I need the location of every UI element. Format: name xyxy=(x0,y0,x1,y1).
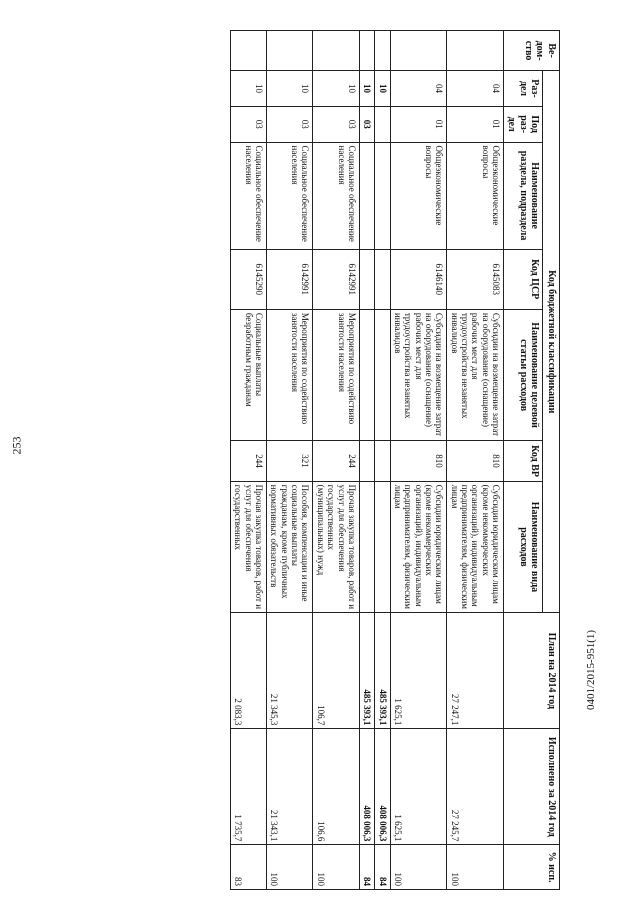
cell-vedom xyxy=(447,31,504,71)
cell-vr xyxy=(375,441,390,481)
cell-vr: 321 xyxy=(267,441,313,481)
cell-podrazdel: 01 xyxy=(390,106,447,142)
cell-plan: 485 393,1 xyxy=(375,613,390,729)
cell-razdel: 10 xyxy=(313,71,359,107)
cell-vr: 810 xyxy=(390,441,447,481)
cell-naim-razdela xyxy=(375,142,390,249)
header-naim-csr: Наименование целевой статьи расходов xyxy=(504,309,544,441)
cell-vedom xyxy=(313,31,359,71)
cell-naim-vr: Прочая закупка товаров, работ и услуг для обеспечения государственных xyxy=(231,481,267,613)
cell-vr xyxy=(359,441,374,481)
table-row xyxy=(313,31,359,890)
cell-vedom xyxy=(375,31,390,71)
cell-naim-razdela: Общеэкономические вопросы xyxy=(390,142,447,249)
cell-razdel: 04 xyxy=(447,71,504,107)
table-row xyxy=(231,31,267,890)
budget-table-sheet xyxy=(40,30,560,890)
cell-csr: 6142991 xyxy=(267,249,313,309)
cell-percent: 100 xyxy=(313,845,359,890)
cell-naim-razdela xyxy=(359,142,374,249)
cell-ispolneno: 408 006,3 xyxy=(359,729,374,845)
cell-ispolneno: 21 343,1 xyxy=(267,729,313,845)
table-row xyxy=(267,31,313,890)
cell-naim-csr: Мероприятия по содействию занятости населения xyxy=(267,309,313,441)
cell-podrazdel: 03 xyxy=(231,106,267,142)
header-percent: % исп. xyxy=(504,845,560,890)
cell-percent: 100 xyxy=(267,845,313,890)
cell-naim-csr: Мероприятия по содействию занятости населения xyxy=(313,309,359,441)
cell-vedom xyxy=(231,31,267,71)
table-row xyxy=(359,31,374,890)
cell-podrazdel xyxy=(375,106,390,142)
cell-naim-vr: Прочая закупка товаров, работ и услуг для обеспечения государственных (муниципальных) нужд xyxy=(313,481,359,613)
header-kod-vr: Код ВР xyxy=(504,441,544,481)
header-ispolneno: Исполнено за 2014 год xyxy=(504,729,560,845)
budget-table xyxy=(230,30,560,890)
cell-naim-csr xyxy=(359,309,374,441)
cell-percent: 83 xyxy=(231,845,267,890)
cell-podrazdel: 01 xyxy=(447,106,504,142)
cell-podrazdel: 03 xyxy=(313,106,359,142)
cell-naim-vr xyxy=(359,481,374,613)
cell-naim-csr: Субсидии на возмещение затрат на оборудование (оснащение) рабочих мест для трудоустройства незанятых инвалидов xyxy=(447,309,504,441)
header-naim-vr: Наименование вида расходов xyxy=(504,481,544,613)
cell-razdel: 10 xyxy=(359,71,374,107)
cell-plan: 106,7 xyxy=(313,613,359,729)
cell-naim-csr: Социальные выплаты безработным гражданам xyxy=(231,309,267,441)
cell-naim-vr: Субсидии юридическим лицам (кроме некоммерческих организаций), индивидуальным предпринимателям, физическим лицам xyxy=(447,481,504,613)
cell-razdel: 10 xyxy=(375,71,390,107)
cell-plan: 21 345,3 xyxy=(267,613,313,729)
cell-vedom xyxy=(390,31,447,71)
cell-plan: 485 393,1 xyxy=(359,613,374,729)
cell-percent: 84 xyxy=(359,845,374,890)
cell-csr xyxy=(359,249,374,309)
cell-vr: 810 xyxy=(447,441,504,481)
cell-naim-razdela: Общеэкономические вопросы xyxy=(447,142,504,249)
cell-csr: 6145083 xyxy=(447,249,504,309)
cell-csr: 6146140 xyxy=(390,249,447,309)
header-podrazdel: Под раз-дел xyxy=(504,106,544,142)
cell-naim-razdela: Социальное обеспечение населения xyxy=(313,142,359,249)
cell-naim-vr: Пособия, компенсации и иные социальные выплаты гражданам, кроме публичных нормативных обязательств xyxy=(267,481,313,613)
header-kod-csr: Код ЦСР xyxy=(504,249,544,309)
cell-csr: 6145290 xyxy=(231,249,267,309)
header-naim-razdela: Наименование раздела, подраздела xyxy=(504,142,544,249)
cell-percent: 100 xyxy=(447,845,504,890)
cell-plan: 1 625,1 xyxy=(390,613,447,729)
cell-csr xyxy=(375,249,390,309)
cell-razdel: 10 xyxy=(231,71,267,107)
page-number: 253 xyxy=(9,436,24,455)
cell-naim-razdela: Социальное обеспечение населения xyxy=(231,142,267,249)
document-code: 0401/2015-951(1) xyxy=(585,629,597,710)
cell-razdel: 10 xyxy=(267,71,313,107)
cell-naim-razdela: Социальное обеспечение населения xyxy=(267,142,313,249)
cell-ispolneno: 106,6 xyxy=(313,729,359,845)
cell-vr: 244 xyxy=(313,441,359,481)
cell-percent: 84 xyxy=(375,845,390,890)
cell-percent: 100 xyxy=(390,845,447,890)
cell-vedom xyxy=(267,31,313,71)
cell-podrazdel: 03 xyxy=(267,106,313,142)
cell-naim-csr: Субсидии на возмещение затрат на оборудование (оснащение) рабочих мест для трудоустройства незанятых инвалидов xyxy=(390,309,447,441)
header-razdel: Раз-дел xyxy=(504,71,544,107)
cell-ispolneno: 1 735,7 xyxy=(231,729,267,845)
cell-naim-vr xyxy=(375,481,390,613)
cell-plan: 2 083,3 xyxy=(231,613,267,729)
header-group: Код бюджетной классификации xyxy=(543,71,560,613)
cell-plan: 27 247,1 xyxy=(447,613,504,729)
cell-ispolneno: 27 245,7 xyxy=(447,729,504,845)
table-row xyxy=(375,31,390,890)
header-plan: План на 2014 год xyxy=(504,613,560,729)
cell-ispolneno: 408 006,3 xyxy=(375,729,390,845)
cell-vedom xyxy=(359,31,374,71)
table-row xyxy=(447,31,504,890)
table-row xyxy=(390,31,447,890)
cell-naim-vr: Субсидии юридическим лицам (кроме некоммерческих организаций), индивидуальным предпринимателям, физическим лицам xyxy=(390,481,447,613)
cell-podrazdel: 03 xyxy=(359,106,374,142)
header-vedomstvo: Ве-дом-ство xyxy=(504,31,560,71)
cell-razdel: 04 xyxy=(390,71,447,107)
cell-vr: 244 xyxy=(231,441,267,481)
cell-naim-csr xyxy=(375,309,390,441)
cell-ispolneno: 1 625,1 xyxy=(390,729,447,845)
cell-csr: 6142991 xyxy=(313,249,359,309)
